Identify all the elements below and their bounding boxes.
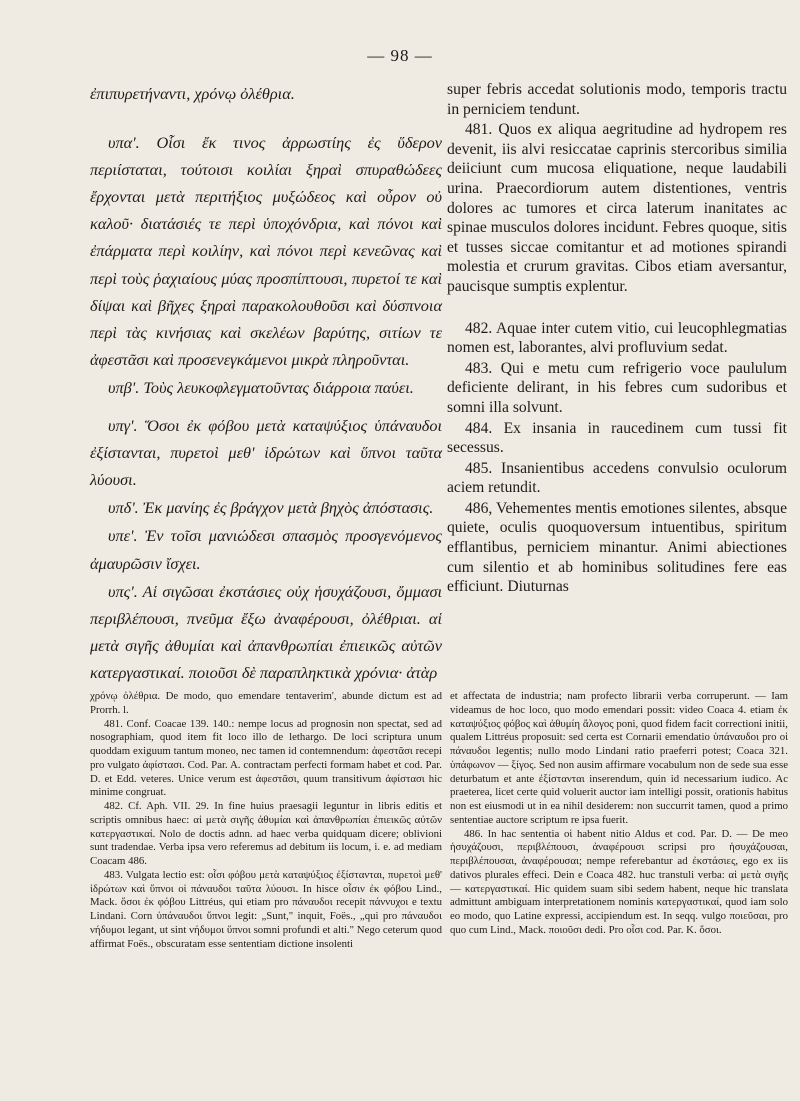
- greek-paragraph-486: υπς'. Αἱ σιγῶσαι ἐκστάσιες οὐχ ἡσυχάζουσι, ὄμμασι περιβλέπουσι, πνεῦμα ἔξω ἀναφέρουσι, ὀλέθριαι. αἱ μετὰ σιγῆς ἀθυμίαι καὶ ἀπανθρωπίαι ἐπιεικῶς αὐτῶν κατεργαστικαί. ποιοῦσι δὲ παραπληκτικὰ χρόνια· ἀτὰρ: [90, 581, 442, 682]
- footnote-480: χρόνῳ ὀλέθρια. De modo, quo emendare tentaverim', abunde dictum est ad Prorrh. l.: [90, 690, 442, 716]
- greek-paragraph-484: υπδ'. Ἐκ μανίης ἐς βράγχον μετὰ βηχὸς ἀπόστασις.: [108, 498, 434, 518]
- latin-paragraph-483: 483. Qui e metu cum refrigerio voce paululum deficiente delirant, in his febres cum sudoribus et somni illa solvunt.: [447, 359, 787, 416]
- latin-paragraph-481: 481. Quos ex aliqua aegritudine ad hydropem res devenit, iis alvi resiccatae caprinis stercoribus similia deiiciunt cum mucosa eliquatione, neque laudabili urina. Praecordiorum autem distentiones, ventris dolores ac tumores et circa laterum inanitates ac spinae musculos dolores incidunt. Febres quoque, sitis et tusses siccae comitantur et ad motiones spirandi molestia et crurum gravitas. Cibos etiam aversantur, paucisque sumptis explentur.: [447, 121, 787, 295]
- latin-text-column: [447, 80, 787, 597]
- latin-paragraph-continuation: super febris accedat solutionis modo, temporis tractu in perniciem tendunt.: [447, 81, 787, 118]
- footnote-486: 486. In hac sententia οἱ habent nitio Aldus et cod. Par. D. — De meo ἡσυχάζουσι, περιβλέπουσι, ἀναφέρουσι scripsi pro ἡσυχάζουσαι, περιβλέπουσαι, ἀναφέρουσαι; nempe referebantur ad ἐκστάσιες, ego ex iis dativos plurales effeci. Dein e Coaca 482. huc transtuli verba: αἱ μετὰ σιγῆς — κατεργαστικαί. Hic quidem suam sibi sedem habent, neque hic translata admittunt ambiguam interpretationem nominis κατεργαστικαί, quod iam solo eo modo, quo Latine expressi, accipiendum est. In seqq. vulgo ποιεῦσαι, pro quo cum Lind., Mack. ποιοῦσι dedi. Pro οἷσι cod. Par. K. ὅσοι.: [450, 827, 788, 936]
- greek-paragraph-481: υπα'. Οἷσι ἔκ τινος ἀρρωστίης ἐς ὕδερον περιίσταται, τούτοισι κοιλίαι ξηραὶ σπυραθώδεες ἔρχονται μετὰ περιτήξιος μυξώδεος καὶ οὖρον οὐ καλοῦ· διατάσιές τε περὶ ὑποχόνδρια, καὶ πόνοι καὶ ἐπάρματα περὶ κοιλίην, καὶ πόνοι περὶ κενεῶνας καὶ περὶ τοὺς ῥαχιαίους μύας προσπίπτουσι, πυρετοί τε καὶ δίψαι καὶ βῆχες ξηραὶ παρακολουθοῦσι καὶ δύσπνοια περὶ τὰς κινήσιας καὶ σκελέων βαρύτης, σιτίων τε ἀφεστᾶσι καὶ προσενεγκάμενοι μικρὰ πληροῦνται.: [90, 133, 442, 369]
- footnote-483-continued: et affectata de industria; nam profecto librarii verba corruperunt. — Iam videamus de hoc loco, quo modo emendari possit: video Coaca 4. etiam ἐκ καταψύξιος φόβος καὶ ἀθυμίη ἄλογος poni, quod fidem facit correctioni initii, qualem Littréus proposuit: sed certa est Cornarii emendatio ὑπάναυδοι pro οἱ πάναυδοι legentis; nullo modo Lindani ratio praeferri potest; Coaca 321. ὑπάφωνον — ξίγος. Sed non ausim affirmare vocabulum non de sede sua esse deturbatum et ante ἐξίστανται inserendum, quin id necessarium iudico. Ac praeterea, licet certe quid voluerit auctor iam intelligi possit, orationis habitus non est eiusmodi ut in ea nihil desiderem: non succurrit tamen, quod a primo sententiae auctore scriptum re ipsa fuerit.: [450, 690, 788, 826]
- latin-paragraph-484: 484. Ex insania in raucedinem cum tussi fit secessus.: [447, 419, 787, 457]
- latin-paragraph-482: 482. Aquae inter cutem vitio, cui leucophlegmatias nomen est, laborantes, alvi profluvium sedat.: [447, 319, 787, 357]
- latin-paragraph-485: 485. Insanientibus accedens convulsio oculorum aciem retundit.: [447, 459, 787, 497]
- latin-paragraph-486: 486, Vehementes mentis emotiones silentes, absque quiete, oculis quoquoversum intuentibus, spiritum efflantibus, perniciem minantur. Animi abiectiones cum silentio et ab hominibus solitudines fere eas efficiunt. Diuturnas: [447, 499, 787, 596]
- greek-paragraph-485: υπε'. Ἐν τοῖσι μανιώδεσι σπασμὸς προσγενόμενος ἀμαυρῶσιν ἴσχει.: [90, 526, 442, 573]
- greek-paragraph-483: υπγ'. Ὅσοι ἐκ φόβου μετὰ καταψύξιος ὑπάναυδοι ἐξίστανται, πυρετοὶ μεθ' ἱδρώτων καὶ ὕπνοι ταῦτα λύουσι.: [90, 416, 442, 490]
- footnote-483: 483. Vulgata lectio est: οἷσι φόβου μετὰ καταψύξιος ἐξίστανται, πυρετοὶ μεθ' ἱδρώτων καὶ ὕπνοι οἱ πάναυδοι ταῦτα λύουσι. In hisce οἷσιν ἐκ φόβου Lind., Mack. ὅσοι ἐκ φόβου Littréus, qui etiam pro πάναυδοι recepit πάννυχοι e textu Lindani. Corn ὑπάναυδοι ὕπνοι legit: „Sunt," inquit, Foës., „qui pro πάναυδοι νήδυμοι legant, ut sint νήδυμοι ὕπνοι somni profundi et alti." Nego ceterum quod affirmat Foës., obscuratam esse sententiam dictione insolenti: [90, 868, 442, 950]
- greek-paragraph-continuation: ἐπιπυρετήναντι, χρόνῳ ὀλέθρια.: [90, 84, 295, 103]
- footnote-481: 481. Conf. Coacae 139. 140.: nempe locus ad prognosin non spectat, sed ad nosographiam, quod item fit loco illo de lethargo. De loci scriptura unum quoddam exiguum tantum moneo, nec tamen id contemnendum: ἀφεστᾶσι recepi pro vulgato ἀφίστασι. Cod. Par. A. contractam perfecti formam habet et cod. Par. D. et Edd. veteres. Unice verum est ἀφεστᾶσι, quum transitivum ἀφίστασι hic minime congruat.: [90, 717, 442, 799]
- footnotes-right: [450, 690, 788, 938]
- greek-paragraph-482: υπβ'. Τοὺς λευκοφλεγματοῦντας διάρροια παύει.: [108, 377, 414, 397]
- footnote-482: 482. Cf. Aph. VII. 29. In fine huius praesagii leguntur in libris editis et scriptis omnibus haec: αἱ μετὰ σιγῆς ἀθυμίαι καὶ ἀπανθρωπίαι ἐπιεικῶς αὐτῶν κατεργαστικαί. Nolo de doctis adnn. ad haec verba quidquam dicere; oblivioni sunt tradendae. Verba ipsa vero referemus ad debitum iis locum, i. e. ad mediam Coacam 486.: [90, 800, 442, 867]
- page-number: — 98 —: [367, 46, 433, 65]
- greek-text-column: [90, 80, 442, 686]
- footnotes-left: [90, 690, 442, 951]
